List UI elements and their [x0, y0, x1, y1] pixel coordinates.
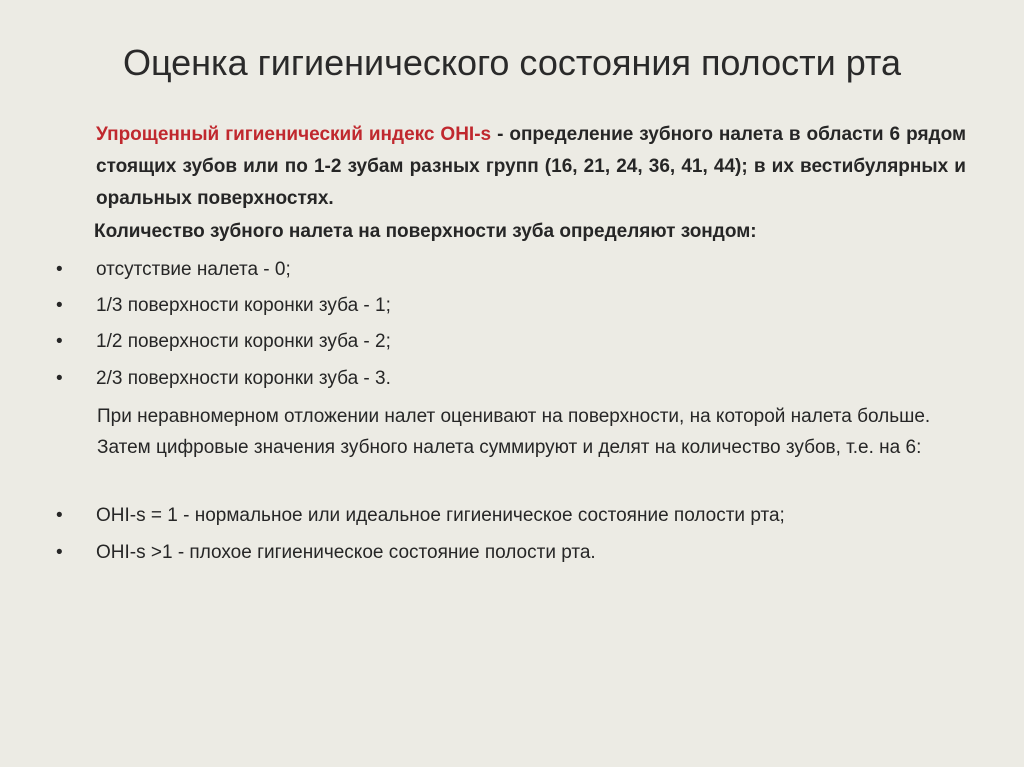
bullet-icon: • [56, 295, 63, 316]
intro-paragraph [96, 119, 966, 215]
bullet-icon: • [56, 368, 63, 389]
bullet-icon: • [56, 331, 63, 352]
bullet-icon: • [56, 505, 63, 526]
probe-heading: Количество зубного налета на поверхности зуба определяют зондом: [94, 221, 757, 242]
scale-item-3: 2/3 поверхности коронки зуба - 3. [96, 368, 391, 389]
index-name-highlight: Упрощенный гигиенический индекс OHI-s [96, 124, 492, 145]
result-item-0: OHI-s = 1 - нормальное или идеальное гигиеническое состояние полости рта; [96, 505, 785, 526]
result-item-1: OHI-s >1 - плохое гигиеническое состояние полости рта. [96, 542, 596, 563]
slide-title: Оценка гигиенического состояния полости рта [122, 42, 902, 83]
bullet-icon: • [56, 542, 63, 563]
scale-item-0: отсутствие налета - 0; [96, 259, 291, 280]
method-paragraph: При неравномерном отложении налет оценивают на поверхности, на которой налета больше. Затем цифровые значения зубного налета суммируют и делят на количество зубов, т.е. на 6: [97, 406, 931, 458]
bullet-icon: • [56, 259, 63, 280]
scale-item-2: 1/2 поверхности коронки зуба - 2; [96, 331, 391, 352]
intro-definition: - определение зубного налета в области 6 рядом стоящих зубов или по 1-2 зубам разных групп (16, 21, 24, 36, 41, 44); в их вестибулярных и оральных поверхностях. [96, 124, 966, 209]
scale-item-1: 1/3 поверхности коронки зуба - 1; [96, 295, 391, 316]
